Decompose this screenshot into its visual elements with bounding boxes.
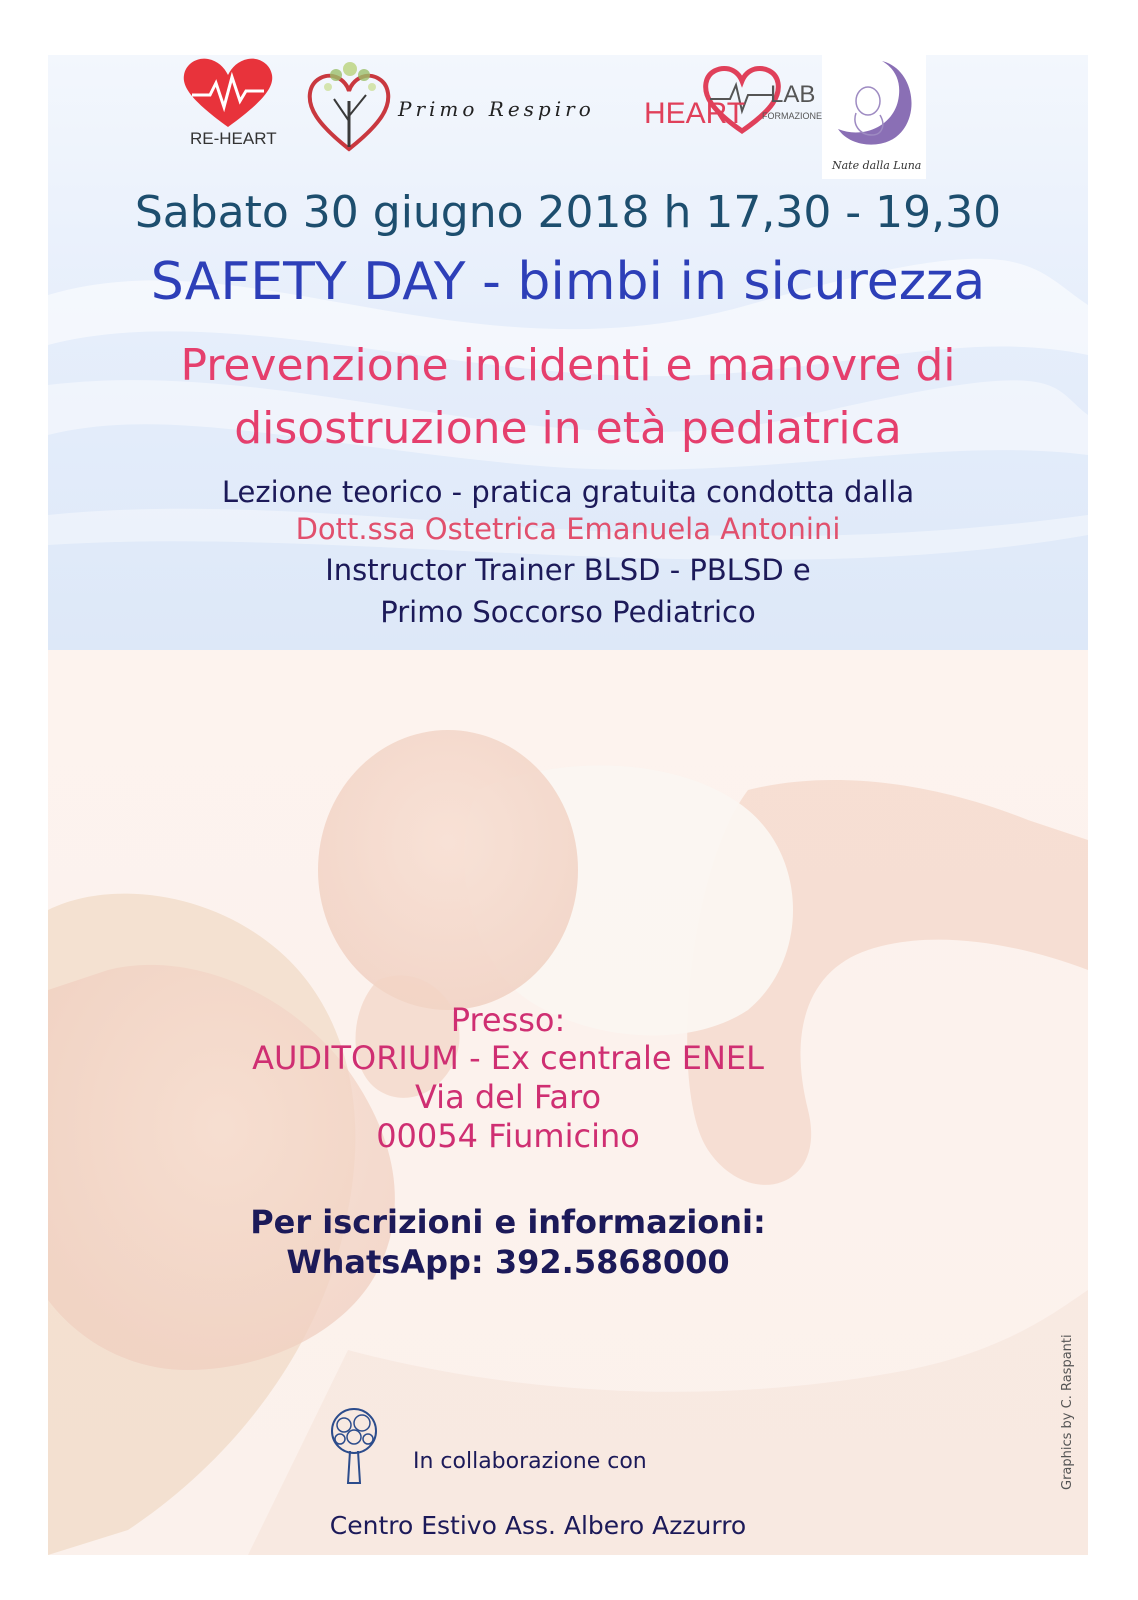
tree-heart-icon	[306, 61, 392, 153]
heartlab-sub-label: FORMAZIONE	[762, 111, 822, 121]
graphics-credit: Graphics by C. Raspanti	[1060, 1334, 1075, 1490]
event-subtitle-line1: Prevenzione incidenti e manovre di	[180, 340, 956, 391]
nate-label: Nate dalla Luna	[832, 159, 922, 172]
moon-icon	[822, 55, 926, 153]
venue-name: AUDITORIUM - Ex centrale ENEL	[252, 1039, 764, 1077]
venue-label: Presso:	[450, 1001, 566, 1039]
heart-icon	[182, 57, 274, 129]
event-title: SAFETY DAY - bimbi in sicurezza	[150, 252, 986, 312]
lesson-description: Lezione teorico - pratica gratuita condotta dalla	[221, 475, 915, 509]
venue-city: 00054 Fiumicino	[376, 1117, 640, 1155]
doctor-role-line2: Primo Soccorso Pediatrico	[380, 595, 756, 629]
nate-dalla-luna-logo	[822, 55, 926, 179]
poster	[48, 55, 1088, 1555]
primo-respiro-label: Primo Respiro	[398, 97, 595, 121]
centro-estivo-name: Centro Estivo Ass. Albero Azzurro	[329, 1511, 747, 1540]
whatsapp-number: WhatsApp: 392.5868000	[286, 1243, 730, 1281]
event-subtitle-line2: disostruzione in età pediatrica	[234, 403, 902, 454]
event-date: Sabato 30 giugno 2018 h 17,30 - 19,30	[134, 187, 1002, 238]
reheart-logo	[178, 55, 278, 155]
heartlab-logo	[644, 65, 822, 145]
tree-icon	[326, 1407, 382, 1487]
reheart-label: RE-HEART	[190, 129, 277, 148]
heartlab-lab-label: LAB	[770, 81, 816, 108]
primo-respiro-logo	[306, 61, 616, 161]
contact-label: Per iscrizioni e informazioni:	[250, 1203, 766, 1241]
doctor-role-line1: Instructor Trainer BLSD - PBLSD e	[325, 553, 811, 587]
heartlab-main-label: HEART	[644, 97, 746, 130]
doctor-name: Dott.ssa Ostetrica Emanuela Antonini	[295, 512, 841, 546]
venue-street: Via del Faro	[414, 1078, 602, 1116]
collaboration-label: In collaborazione con	[413, 1449, 647, 1474]
